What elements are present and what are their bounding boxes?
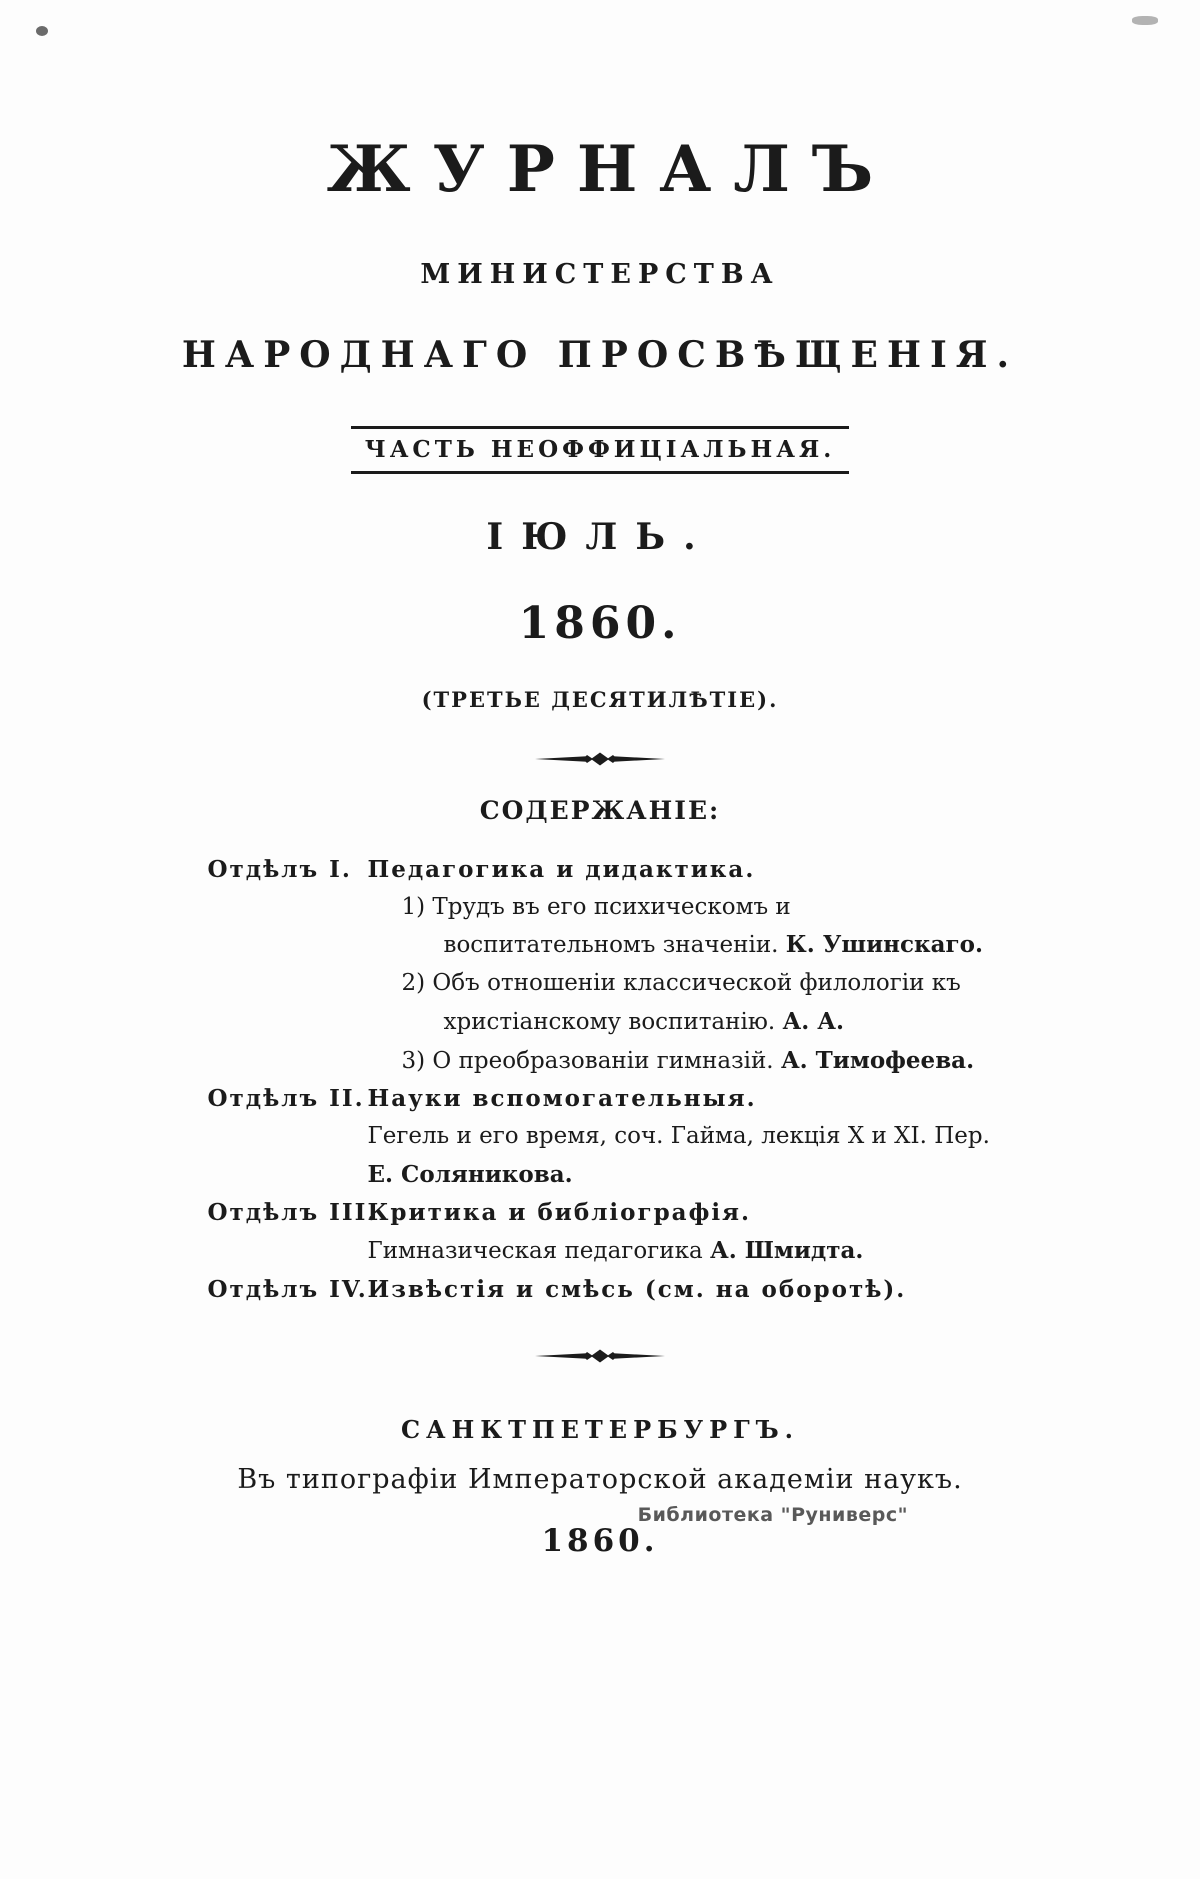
toc-section-label: Отдѣлъ II. <box>207 1085 365 1113</box>
toc-item-author: А. Шмидта. <box>709 1237 864 1265</box>
toc-item-text: Гегель и его время, соч. Гайма, лекція X и XI. Пер. <box>367 1123 990 1150</box>
toc-item-text: 3) О преобразованіи гимназій. <box>401 1047 774 1074</box>
month-line: ІЮЛЬ. <box>486 516 714 558</box>
toc-section-label: Отдѣлъ III. <box>207 1199 378 1227</box>
toc-item-text: 2) Объ отношеніи классической филологіи къ христіанскому воспитанію. <box>401 970 961 1035</box>
toc-item <box>368 1118 993 1194</box>
toc-section-row <box>208 1194 993 1270</box>
divider-ornament <box>535 752 665 766</box>
ministry-line: МИНИСТЕРСТВА <box>420 259 780 290</box>
year-line: 1860. <box>518 598 682 649</box>
toc-item <box>368 1232 993 1271</box>
toc-item-author: А. Тимофеева. <box>780 1046 975 1074</box>
toc-item <box>402 1042 993 1081</box>
toc-section-row <box>208 851 993 1080</box>
part-banner: ЧАСТЬ НЕОФФИЦІАЛЬНАЯ. <box>351 426 850 474</box>
toc-section-body <box>368 851 993 1080</box>
toc-section-heading: Педагогика и дидактика. <box>367 856 756 883</box>
imprint-publisher: Въ типографіи Императорской академіи наукъ. <box>237 1463 963 1495</box>
toc-item-author: Е. Соляникова. <box>367 1160 573 1188</box>
toc-item <box>402 889 993 965</box>
toc-section-body <box>368 1080 993 1194</box>
toc-section-label: Отдѣлъ I. <box>207 856 352 883</box>
toc-section-row <box>208 1271 993 1309</box>
toc-item-author: А. А. <box>782 1007 844 1035</box>
toc-section-body <box>368 1271 993 1309</box>
scan-artifact <box>1132 16 1158 25</box>
imprint-year: 1860. <box>541 1522 659 1559</box>
journal-title: ЖУРНАЛЪ <box>326 132 896 207</box>
department-line: НАРОДНАГО ПРОСВѢЩЕНІЯ. <box>181 334 1019 376</box>
toc-heading: СОДЕРЖАНІЕ: <box>479 796 721 825</box>
toc-section-label: Отдѣлъ IV. <box>207 1275 368 1303</box>
divider-ornament-shape <box>535 1349 665 1363</box>
scan-artifact <box>36 26 48 36</box>
imprint-city: САНКТПЕТЕРБУРГЪ. <box>400 1414 800 1444</box>
toc-section-heading: Извѣстія и смѣсь (см. на оборотѣ). <box>367 1275 907 1303</box>
library-watermark: Библиотека "Руниверс" <box>637 1504 908 1526</box>
toc-item-text: Гимназическая педагогика <box>367 1238 703 1265</box>
toc-item-author: К. Ушинскаго. <box>785 931 983 959</box>
table-of-contents <box>208 851 993 1309</box>
toc-section-heading: Критика и библіографія. <box>367 1199 752 1227</box>
toc-section-body <box>368 1194 993 1270</box>
divider-ornament <box>535 1349 665 1363</box>
decade-line: (ТРЕТЬЕ ДЕСЯТИЛѢТІЕ). <box>421 687 779 712</box>
toc-section-row <box>208 1080 993 1194</box>
toc-section-heading: Науки вспомогательныя. <box>367 1085 757 1113</box>
toc-item-text: 1) Трудъ въ его психическомъ и воспитательномъ значеніи. <box>401 893 791 959</box>
toc-item <box>402 965 993 1041</box>
divider-ornament-shape <box>535 752 665 766</box>
